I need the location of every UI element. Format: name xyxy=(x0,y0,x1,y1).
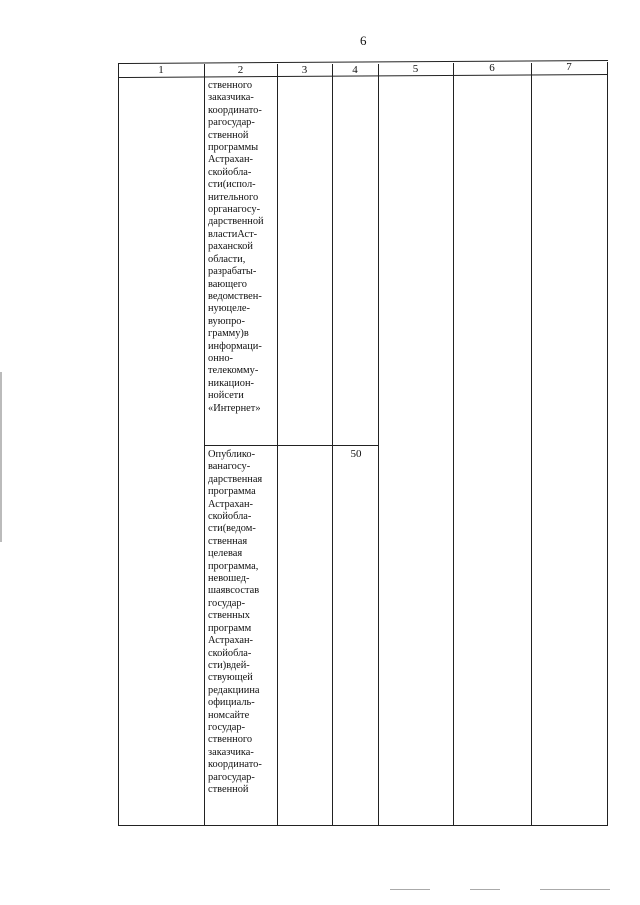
text-line: нойсети xyxy=(208,390,244,402)
text-line: дарственная xyxy=(208,473,263,485)
header-col-4: 4 xyxy=(352,64,358,76)
text-line: раханской xyxy=(208,241,253,253)
col-divider-4 xyxy=(378,64,379,826)
scan-footer-line xyxy=(470,889,500,890)
text-line: официаль- xyxy=(208,697,255,709)
table-border-right xyxy=(607,62,608,826)
text-line: рагосудар- xyxy=(208,117,255,129)
text-line: сти(испол- xyxy=(208,179,256,191)
text-line: программ xyxy=(208,622,252,634)
text-line: органагосу- xyxy=(208,204,261,216)
text-line: невошед- xyxy=(208,573,250,585)
table-border-bottom xyxy=(118,825,608,826)
row1-description xyxy=(208,80,275,415)
text-line: ведомствен- xyxy=(208,290,262,302)
text-line: координато- xyxy=(208,759,262,771)
text-line: Астрахан- xyxy=(208,498,254,510)
text-line: государ- xyxy=(208,597,246,609)
header-col-3: 3 xyxy=(301,64,308,76)
text-line: скойобла- xyxy=(208,647,252,659)
text-line: скойобла- xyxy=(208,511,252,523)
scan-footer-line xyxy=(540,889,610,890)
scan-footer-line xyxy=(390,889,430,890)
row-divider xyxy=(204,445,378,446)
text-line: информаци- xyxy=(208,340,262,352)
text-line: заказчика- xyxy=(208,746,254,758)
table-border-left xyxy=(118,64,119,826)
row2-description xyxy=(208,449,275,796)
text-line: редакциина xyxy=(208,684,260,696)
text-line: программа, xyxy=(208,560,259,572)
text-line: номсайте xyxy=(208,709,250,721)
text-line: сти)вдей- xyxy=(208,659,250,671)
text-line: целевая xyxy=(208,548,243,560)
text-line: программы xyxy=(208,142,259,154)
text-line: заказчика- xyxy=(208,92,254,104)
text-line: нуюцеле- xyxy=(208,303,250,315)
text-line: области, xyxy=(208,253,246,265)
text-line: ственная xyxy=(208,535,248,547)
text-line: программа xyxy=(208,486,256,498)
text-line: никацион- xyxy=(208,377,254,389)
text-line: шаявсостав xyxy=(208,585,260,597)
text-line: онно- xyxy=(208,352,233,364)
text-line: телекомму- xyxy=(208,365,259,377)
col-divider-6 xyxy=(531,63,532,826)
text-line: Опублико- xyxy=(208,449,256,460)
text-line: «Интернет» xyxy=(208,402,261,414)
row2-col4-value: 50 xyxy=(350,448,362,460)
text-line: Астрахан- xyxy=(208,154,254,166)
text-line: ственной xyxy=(208,129,249,141)
header-col-5: 5 xyxy=(412,63,419,75)
header-col-6: 6 xyxy=(489,62,495,74)
text-line: рагосудар- xyxy=(208,771,255,783)
text-line: нительного xyxy=(208,191,259,203)
text-line: ванагосу- xyxy=(208,461,251,473)
text-line: ственного xyxy=(208,80,253,91)
text-line: координато- xyxy=(208,104,262,116)
header-col-1: 1 xyxy=(158,64,164,76)
text-line: ственных xyxy=(208,610,250,622)
text-line: ственной xyxy=(208,783,249,795)
col-divider-5 xyxy=(453,63,454,826)
text-line: Астрахан- xyxy=(208,635,254,647)
text-line: ственного xyxy=(208,734,253,746)
text-line: властиАст- xyxy=(208,228,258,240)
text-line: ствующей xyxy=(208,672,253,684)
text-line: сти(ведом- xyxy=(208,523,256,535)
text-line: разрабаты- xyxy=(208,266,257,278)
header-col-7: 7 xyxy=(566,61,572,73)
text-line: скойобла- xyxy=(208,166,252,178)
text-line: грамму)в xyxy=(208,328,249,340)
text-line: государ- xyxy=(208,721,246,733)
header-col-2: 2 xyxy=(237,64,244,76)
text-line: дарственной xyxy=(208,216,264,228)
scan-margin-mark xyxy=(0,372,2,542)
text-line: вуюпро- xyxy=(208,315,245,327)
text-line: вающего xyxy=(208,278,247,290)
page-number: 6 xyxy=(360,33,367,48)
